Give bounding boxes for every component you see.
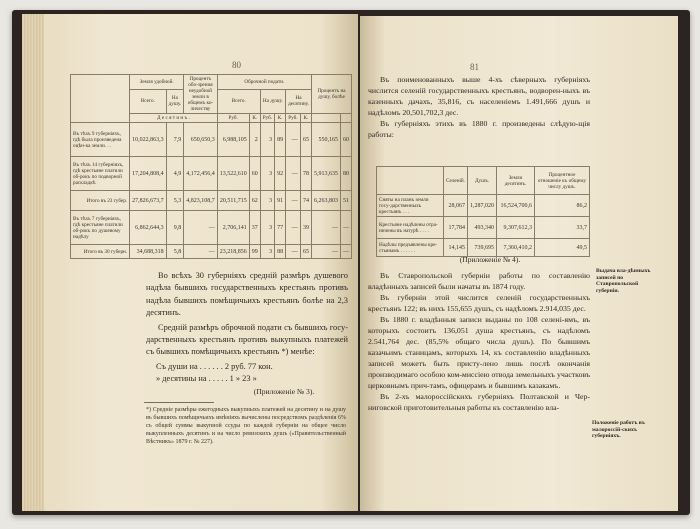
page-number: 80 (232, 60, 241, 70)
right-page (360, 16, 678, 511)
table-row: Въ тѣхъ 14 губерніяхъ, гдѣ крестьяне платили об-рокъ по подворной раскладкѣ 17,204,808,4 4,9 4,172,456,4 13,522,610 60 3 92 — 78 5,913,635 80 (71, 157, 352, 191)
statistics-table: Земля удобной. Процентъ обо-зрения неудобной земли в общемъ ко-личеству Оброчной подати. Процентъ на душу, болѣе Всего. На душу. Всего. На душу. На десятину. Д е с я т и н ъ . Руб. К. Руб. К. Руб. К. Въ тѣхъ 9 губерніяхъ, гдѣ была произведена оцѣн-ка земли. . . 10,022,863,3 7,9 650,650,3 6,988,105 2 3 89 — 65 550,165 60 Въ тѣхъ 14 губерніяхъ, гдѣ крестьяне платили об-рокъ по подворной раскладкѣ 17,204,808,4 4,9 4,172,456,4 13,522,610 60 3 92 — 78 5,913,635 80 Итого въ 23 губер. 27,826,673,7 5,3 4,823,108,7 20,511,715 62 3 91 — 74 6,263,803 51 Въ тѣхъ 7 губерніяхъ, гдѣ крестьяне платили об-рокъ по душевому надѣлу 6,862,644,3 9,8 — 2,706,141 37 3 77 — 39 — — Итого въ 30 губерн. 34,688,318 5,8 — 23,218,856 99 3 88 — 65 — — (70, 74, 352, 259)
left-page (44, 14, 358, 511)
amount-per-desyatina: » десятины на . . . . . 1 » 23 » (156, 374, 257, 383)
margin-note: Выдача вла-дѣнныхъ записей по Ставропольской губерніи. (596, 268, 651, 294)
paragraph: Въ Ставропольской губерніи работы по составленію владѣнныхъ записей были начаты въ 1874 году. Въ губерніи этой числится селеній государственныхъ крестьянъ 122; въ нихъ 155,655 душъ, съ надѣломъ 2.914,035 дес. Въ 1880 г. владѣнныя записи выданы по 108 селені-ямъ, въ которыхъ состоитъ 136,051 душа крестьянъ, съ надѣломъ 2.541,764 дес. (85,5% общаго числа душъ). По бывшимъ казачьимъ станицамъ, которыхъ 14, къ составленію владѣнныхъ записей можетъ быть присту-лено лишь послѣ окончанія производимаго особою ком-миссіею отвода земельныхъ участковъ церковнымъ прич-тамъ, офицерамъ и бывшимъ казакамъ. Въ 2-хъ малороссійскихъ губерніяхъ Полтавской и Чер-ниговской приготовительныя работы къ составленію вла- (368, 271, 590, 412)
appendix-reference: (Приложеніе № 3). (253, 387, 315, 396)
table-row: Итого въ 23 губер. 27,826,673,7 5,3 4,823,108,7 20,511,715 62 3 91 — 74 6,263,803 51 (71, 191, 352, 211)
paragraph: Во всѣхъ 30 губерніяхъ средній размѣръ душевого надѣла бывшихъ государственныхъ крестьянъ противъ надѣла бывшихъ помѣщичьихъ крестьянъ болѣе на 2,3 десятинъ. Средній размѣръ оброчной подати съ бывшихъ госу-дарственныхъ крестьянъ противъ выкупныхъ платежей съ бывшихъ помѣщичьихъ крестьянъ *) менѣе: (146, 271, 348, 357)
appendix-reference: (Приложеніе № 4). (459, 255, 521, 264)
margin-note: Положеніе работъ въ малороссій-скихъ губерніяхъ. (592, 420, 645, 440)
table-row: Въ тѣхъ 7 губерніяхъ, гдѣ крестьяне платили об-рокъ по душевому надѣлу 6,862,644,3 9,8 — 2,706,141 37 3 77 — 39 — — (71, 211, 352, 245)
page-number: 81 (470, 62, 479, 72)
table-row: Надѣлы предъявлены кре-стьянамъ . . . . . . 14,145 739,695 7,360,410,2 49,5 (377, 239, 590, 257)
table-row: Крестьяне надѣлены отра-ничены въ натурѣ . . . . 17,784 493,340 9,307,612,3 33,7 (377, 217, 590, 239)
amount-per-soul: Съ души на . . . . . . 2 руб. 77 кон. (156, 362, 273, 371)
table-row: Итого въ 30 губерн. 34,688,318 5,8 — 23,218,856 99 3 88 — 65 — — (71, 245, 352, 259)
footnote-divider (144, 402, 214, 403)
works-table: Селеній. Душъ. Земли десятинъ. Процентное отношеніе къ общему числу душъ. Сняты на планъ земли госу-дарственныхъ крестьянъ . . . 28,067 1,287,020 16,524,700,6 86,2 Крестьяне надѣлены отра-ничены въ натурѣ . . . . 17,784 493,340 9,307,612,3 33,7 Надѣлы предъявлены кре-стьянамъ . . . . . . 14,145 739,695 7,360,410,2 49,5 (376, 166, 590, 257)
table-row: Въ тѣхъ 9 губерніяхъ, гдѣ была произведена оцѣн-ка земли. . . 10,022,863,3 7,9 650,650,3 6,988,105 2 3 89 — 65 550,165 60 (71, 123, 352, 157)
footnote: *) Средніе размѣры ежегодныхъ выкупныхъ платежей на десятину и на душу въ бывшихъ помѣщичьихъ имѣніяхъ вычислены посредствомъ раздѣленія 6% съ общей суммы выкупной ссуды по каждой губерніи на общее число выкупленныхъ десятинъ и на число ревизскихъ душъ («Правительственный Вѣстникъ» 1879 г. № 227). (146, 407, 346, 445)
paragraph: Въ поименованныхъ выше 4-хъ сѣверныхъ губерніяхъ числится селеній государственныхъ крестьянъ, водворен-ныхъ въ казенныхъ дачахъ, 35,816, съ населеніемъ 1.491,666 душъ и надѣломъ 20,501,702,3 дес. Въ губерніяхъ этихъ въ 1880 г. произведены слѣдую-щія работы: (368, 75, 590, 139)
table-row: Сняты на планъ земли госу-дарственныхъ крестьянъ . . . 28,067 1,287,020 16,524,700,6 86,2 (377, 195, 590, 217)
